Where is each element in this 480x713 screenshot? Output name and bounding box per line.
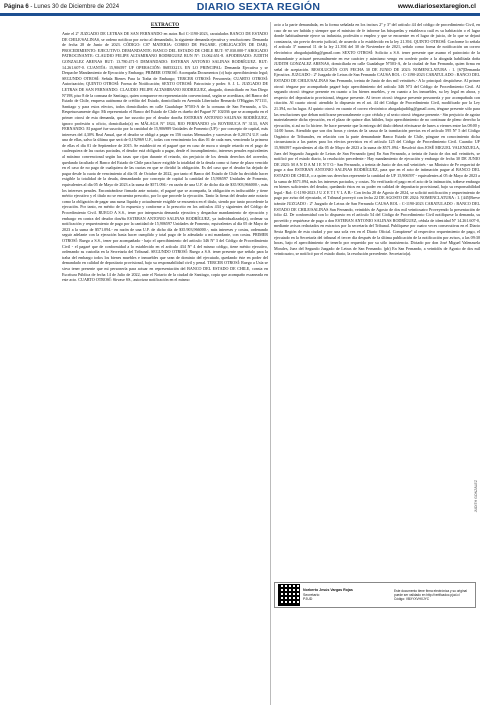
signature-validation-text: Este documento tiene firma electrónica y su original puede ser validado en http://verificadoc.pjud.cl: [394, 589, 467, 597]
qr-code-icon: [278, 584, 300, 606]
article-column-right: [274, 22, 480, 570]
article-heading: EXTRACTO: [150, 23, 180, 28]
signer-org: PJUD: [303, 597, 313, 602]
signature-note: [394, 589, 475, 601]
page-info: Página 6 - Lunes 30 de Diciembre de 2024: [4, 3, 120, 10]
newspaper-title: DIARIO SEXTA REGIÓN: [196, 0, 321, 13]
article-column-left: [62, 22, 268, 705]
page-number: Página 6: [4, 3, 29, 10]
column-divider: [270, 22, 271, 705]
signer-info: [303, 588, 394, 601]
signer-name: Norberto Jesús Vargas Rojas: [303, 588, 353, 593]
newspaper-url[interactable]: www.diariosextaregion.cl: [397, 3, 476, 10]
page-header: [0, 0, 480, 14]
article-body-left: Ante el 2º JUZGADO DE LETRAS DE SAN FERNANDO en autos Rol C-1190-2023, caratulados BANCO DE ESTADO DE CHILE/SALINAS, se ordeno notificar por aviso al demandado, la siguiente demanda ejecutiva y resoluciones: Demanda de fecha 28 de Junio de 2023. CÓDIGO: C07 MATERIA: COBRO DE PAGARE. (OBLIGACIÓN DE DAR). PROCEDIMIENTO: EJECUTIVO. DEMANDANTE: BANCO DEL ESTADO DE CHILE RUT: 97.030.000-7 ABOGADO PATROCINANTE: CLAUDIO FELIPE ALTAMIRANO RODRIGUEZ RUN Nº: 13.062.651-8. APODERADO: JUDITH GONZALEZ ARENAS RUT: 13.780.471-5 DEMANDADO: ESTEBAN ANTONIO SALINAS RODRÍGUEZ. RUT: 14.261.607-0. CUANTÍA: 15,906597 UF OPERACIÓN: 868533213. EN LO PRINCIPAL: Demanda Ejecutiva y se Despache Mandamiento de Ejecución y Embargo; PRIMER OTROSÍ: Acompaña Documentos (o) bajo apercibimiento legal; SEGUNDO OTROSÍ: Señala Bienes Para la Traba de Embargo; TERCER OTROSÍ: Personería; CUARTO OTROSÍ: Autorización; QUINTO OTROSÍ: Forma de Notificación; SEXTO OTROSÍ: Patrocinio y poder. S. J. L. JUZGADO DE LETRAS DE SAN FERNANDO. CLAUDIO FELIPE ALTAMIRANO RODRIGUEZ, abogado, domiciliado en San Diego Nº198, piso 8 de la comuna de Santiago, quien comparece en representación convencional, según se acreditara, del Banco del Estado de Chile, empresa autónoma de crédito del Estado, domiciliado en Avenida Libertador Bernardo O'Higgins Nº1111, Santiago y para estos efectos, todos domiciliados en calle Guadalupe Nº503-A de la comuna de San Fernando, a Us. Respetuosamente digo: Mi representado el Banco del Estado de Chile es dueño del Pagaré Nº 102036 que se acompaña en el primer otrosí de esta demanda, que fue suscrito por el deudor don/ña ESTEBAN ANTONIO SALINAS RODRÍGUEZ, ignoro profesión u oficio, domiciliado(a) en MÁLAGA Nº 1824, RIO FERNANDO y/o BOYERUCA Nº 3133, SAN FERNANDO. El pagaré fue suscrito por la cantidad de 15,906989 Unidades de Fomento (UF).- por concepto de capital, más intereses del 4,30% Real Anual, que el deudor se obligó a pagar en 156 cuotas Mensuales y sucesivas de 0,20174 U.F. cada una de ellas, salvo la última que será de 0,192969 U.F., todas con vencimiento los días 01 de cada mes, venciendo la primera de ellas el día 01 de Septiembre de 2015. Se estableció en el pagaré que en caso de mora o simple retardo en el pago de cualesquiera de las cuotas pactadas, el deudor está obligado a pagar, desde el incumplimiento, intereses penales equivalentes al máximo convencional según las tasas que rijan durante el retardo, sin perjuicio de los demás derechos del acreedor, quedando facultado el Banco del Estado de Chile para hacer exigible la totalidad de la deuda como si fuese de plazo vencido en el caso de no pago de cualquiera de las cuotas en que se dividió la obligación. Es del caso que el deudor ha dejado de pagar desde la cuota de vencimiento al día 01 de Octubre de 2022, por tanto el Banco del Estado de Chile ha decidido hacer exigible la totalidad de la deuda, demandando por concepto de capital la cantidad de 15,906597 Unidades de Fomento, equivalentes al día 05 de Mayo de 2023 a la suma de $571.094.- en razón de una U.F. de dicho día de $35.903,966000.-, más los intereses penales. Encontrándose firmado ante notario, el pagaré que se acompaña, la obligación es indiscutible y tiene mérito ejecutivo y el título no se encuentra prescrito, por lo que procede la ejecución. Tanto la firma del deudor ante notario como la obligación de pagar una suma líquida y actualmente exigible se encuentra en el título, siendo por tanto procedente la ejecución. Por tanto, en mérito de lo expuesto y conforme a lo prescrito en los artículos 434 y siguientes del Código de Procedimiento Civil. RUEGO A S.S., tener por interpuesta demanda ejecutiva y despachar mandamiento de ejecución y embargo en contra del deudor don/ña ESTEBAN ANTONIO SALINAS RODRÍGUEZ, ya individualizado(a), ordenar su notificación y requerimiento de pago por la cantidad de 15,906597 Unidades de Fomento, equivalentes al día 05 de Mayo de 2023 a la suma de $571.094.- en razón de una U.F. de dicho día de $35.903,966000.-, más intereses y costas, ordenando seguir adelante con la ejecución hasta hacer cumplido y total pago de lo adeudado a mi mandante, con costas. PRIMER OTROSÍ: Ruego a S.S., tener por acompañado - bajo el apercibimiento del artículo 346 Nº 3 del Código de Procedimiento Civil - el pagaré que de conformidad a lo establecido en el artículo 434 Nº 4 del mismo código, tiene mérito ejecutivo, ordenando su custodia en la Secretaría del Tribunal. SEGUNDO OTROSÍ: Ruego a S.S. tener presente que señalo para la traba del embargo todos los bienes muebles e inmuebles que sean de dominio del ejecutado, quedando éste en poder del demandado en calidad de depositario provisional, bajo su responsabilidad civil y penal. TERCER OTROSÍ: Ruego a Usía se sirva tener presente que mi personería para actuar en representación del BANCO DEL ESTADO DE CHILE, consta en Escritura Pública de fecha 14 de Julio de 2022, ante el Notario de la ciudad de Santiago, copia que acompaño escaneada en este acto. CUARTO OTROSÍ: Sírvase SS., autorizar notificación en el mismo: [62, 31, 268, 283]
header-rule: [0, 14, 480, 16]
publication-date: Lunes 30 de Diciembre de 2024: [34, 3, 120, 10]
electronic-signature-block: [274, 582, 476, 608]
article-body-right: acto a la parte demandada, en la forma señalada en los incisos 2º y 3º del artículo 44 del código de procedimiento Civil, en caso de no ser habida y siempre que el ministro de fe informe las búsquedas y establezca cuál es su habitación o el lugar donde habitualmente ejerce su industria, profesión o empleo y que se encuentre en el lugar de juicio, de lo que se dejará constancia, sin previo decreto judicial, de acuerdo a lo establecido en la ley 21.394. QUINTO OTROSÍ: Conforme lo señala el artículo 3º numeral 11 de la ley 21.394 del 30 de Noviembre de 2021, señalo como forma de notificación un correo electrónico abogadajudithg@gmail.com SEXTO OTROSÍ: Solicito a S.S. tener presente que asumo el patrocinio de la demandante y actuaré personalmente en ese carácter y asimismo vengo en conferir poder a la abogada habilitada doña JUDITH GONZALEZ ARENAS, domiciliada en calle Guadalupe Nº503-A, de la ciudad de San Fernando, quien firma en señal de aceptación. RESOLUCIÓN CON FECHA 30 DE JUNIO DE 2023: NOMENCLATURA : 1. [67]Demanda Ejecutiva. JUZGADO : 2º Juzgado de Letras de San Fernando CAUSA ROL : C-1190-2023 CARATULADO : BANCO DEL ESTADO DE CHILE/SALINAS San Fernando, treinta de Junio de dos mil veintitrés.- A lo principal: despáchese. Al primer otrosí: téngase por acompañado pagaré bajo apercibimiento del artículo 346 Nº3 del Código de Procedimiento Civil. Al segundo otrosí: téngase presente en cuanto a los bienes muebles, y en cuanto a los inmuebles, su ley legal en ahora, y respecto del depositario provisional, téngase presente. Al tercer otrosí: téngase presente personería y por acompañada con citación. Al cuarto otrosí: atendido lo dispuesto en el art. 44 del Código de Procedimiento Civil, modificado por la Ley 21.394, no ha lugar. Al quinto otrosí: en cuanto el correo electrónico abogadajudithg@gmail.com, téngase presente sólo para las resoluciones que deban notificarse personalmente o por cédula y al sexto otrosí: téngase presente.- Sin perjuicio de agotar materialmente dicha ejecución, en el plazo de quince días hábiles, bajo apercibimiento de no continuar de pleno derecho la ejecución, si así no lo hiciere. Se hace presente que la entrega del título deberá efectuarse de lunes a viernes entre las 08:00 y 14:00 horas. Atendido que son dos horas y ciertas de la causa de la tramitación previas en el artículo 595 Nº 5 del Código Orgánico de Tribunales, en relación con la parte demandante Banco Estado de Chile, póngase en conocimiento dicha circunstancia a las partes para los efectos previstos en el artículo 125 del Código de Procedimiento Civil. Cuantía: UF 15,906597 equivalentes al día 05 de Mayo de 2023 a la suma de $571.094.- Resolvió don JOSÉ MIGUEL VALENZUELA, Juez del Segundo Juzgado de Letras de San Fernando (pm) En San Fernando, a treinta de Junio de dos mil veintitrés, se notificó por el estado diario, la resolución precedente.- Hay mandamiento de ejecución y embargo de fecha 30 DE JUNIO DE 2023: M A N D A M I E N T O.- San Fernando, a treinta de Junio de dos mil veintitrés - un Ministro de Fe requerirá de pago a don ESTEBAN ANTONIO SALINAS RODRÍGUEZ, para que en el acto de intimación pague al BANCO DEL ESTADO DE CHILE, o a quien sus derechos represente la cantidad de UF 15,906597 - equivalentes al 05 de Mayo de 2023 a la suma de $571.094, más los intereses pactados, y costas. No verificado el pago en el acto de la intimación, trábese embargo en bienes suficientes del deudor, quedando éstos en su poder en calidad de depositario provisional, bajo su responsabilidad legal.- Rol: C-1190-2023 J U Z E T I V L A B.- Con fecha 20 de Agosto de 2024, se solicitó notificación y requerimiento de pago por aviso del ejecutado, el Tribunal proveyó con fecha 22 DE AGOSTO DE 2024: NOMENCLATURA : 1. [445]Breve trámite JUZGADO : 2º Juzgado de Letras de San Fernando CAUSA ROL : C-1190-2023 CARATULADO : BANCO DEL ESTADO DE CHILE/SALINAS San Fernando, veintidós de Agosto de dos mil veinticuatro Proveyendo la presentación de folio 42. De conformidad con lo dispuesto en el artículo 54 del Código de Procedimiento Civil notifíquese la demanda, su proveído y requiérase de pago a don ESTEBAN ANTONIO SALINAS RODRÍGUEZ, cédula de identidad Nº 14.261.607-0, mediante avisos redactados en extractos por la secretaría del Tribunal. Publíquese por cuatro veces consecutivas en el Diario Sexta Región de esta ciudad y por una sola vez en el Diario Oficial. Compáreseª al respectivo requerimiento de pago, el ejecutado en la Secretaría del tribunal el tercer día después de la última publicación de la notificación por avisos, a las 09:30 horas, bajo el apercibimiento de tenerlo por requerido por su sólo inasistencia. Dictado por don José Miguel Valenzuela Morales, Juez del Segundo Juzgado de Letras de San Fernando. (pb) En San Fernando, a veintidós de Agosto de dos mil veinticuatro, se notificó por el estado diario, la resolución precedente. Secretario(a).: [274, 22, 480, 257]
side-identifier: JUDITH GONZÁLEZ: [474, 480, 478, 513]
signer-role: Secretario: [303, 592, 320, 597]
signature-code: Código: VBXYXVHXJYC: [394, 597, 430, 601]
